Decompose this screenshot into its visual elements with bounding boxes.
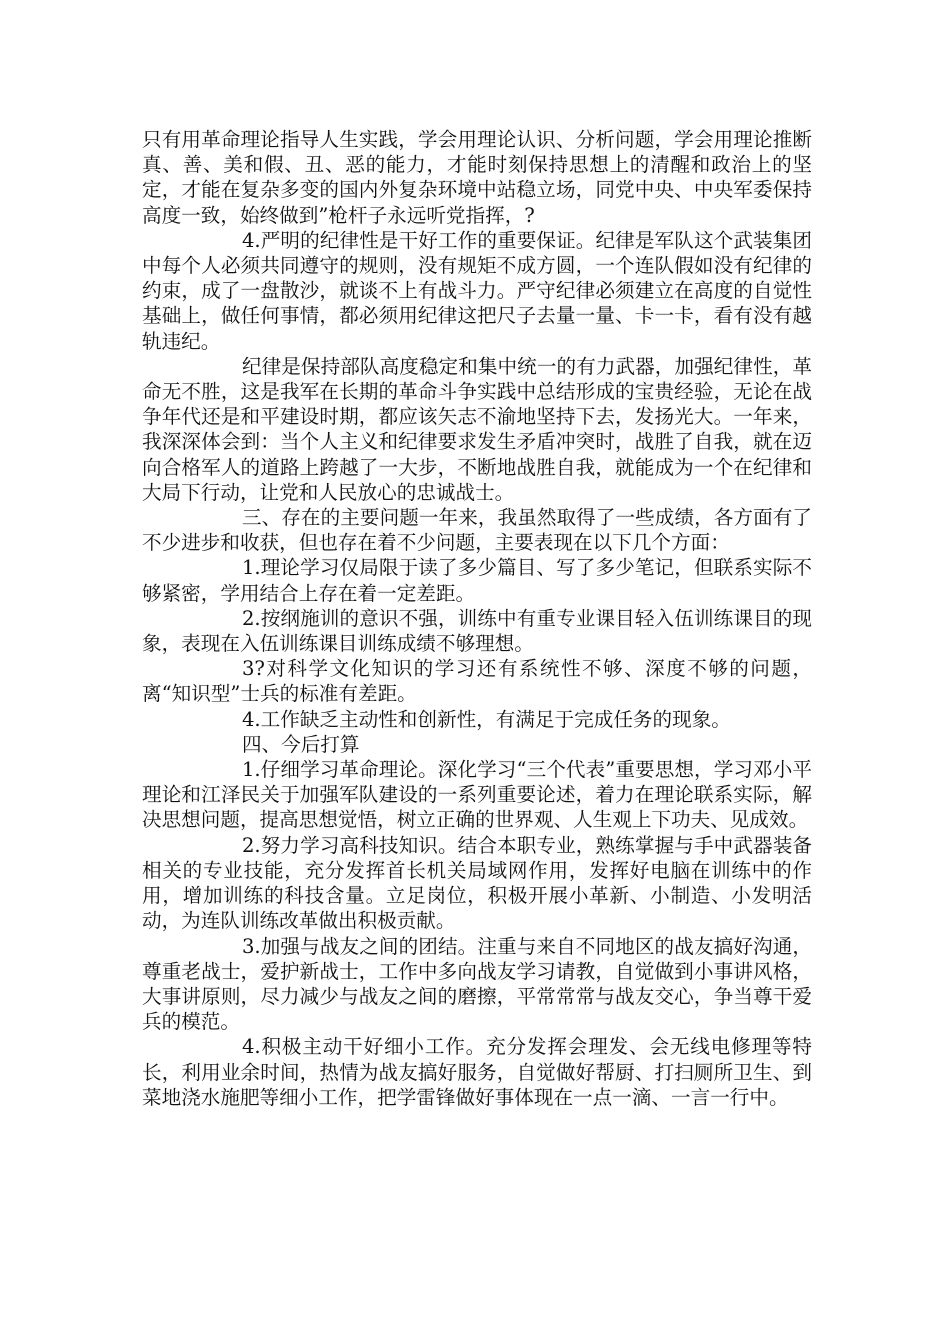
paragraph-discipline-guarantee: 4.严明的纪律性是干好工作的重要保证。纪律是军队这个武装集团中每个人必须共同遵守的规则，没有规矩不成方圆，一个连队假如没有纪律的约束，成了一盘散沙，就谈不上有战斗力。严守纪律必须建立在高度的自觉性基础上，做任何事情，都必须用纪律这把尺子去量一量、卡一卡，看有没有越轨违纪。: [142, 228, 812, 353]
plan-item-2: 2.努力学习高科技知识。结合本职专业，熟练掌握与手中武器装备相关的专业技能，充分发挥首长机关局域网作用，发挥好电脑在训练中的作用，增加训练的科技含量。立足岗位，积极开展小革新、小制造、小发明活动，为连队训练改革做出积极贡献。: [142, 833, 812, 933]
document-body: [142, 127, 812, 1110]
plan-item-1: 1.仔细学习革命理论。深化学习“三个代表”重要思想，学习邓小平理论和江泽民关于加强军队建设的一系列重要论述，着力在理论联系实际，解决思想问题，提高思想觉悟，树立正确的世界观、人生观上下功夫、见成效。: [142, 758, 812, 832]
plan-item-3: 3.加强与战友之间的团结。注重与来自不同地区的战友搞好沟通，尊重老战士，爱护新战士，工作中多向战友学习请教，自觉做到小事讲风格，大事讲原则，尽力减少与战友之间的磨擦，平常常常与战友交心，争当尊干爱兵的模范。: [142, 934, 812, 1034]
paragraph-theory-practice: 只有用革命理论指导人生实践，学会用理论认识、分析问题，学会用理论推断真、善、美和假、丑、恶的能力，才能时刻保持思想上的清醒和政治上的坚定，才能在复杂多变的国内外复杂环境中站稳立场，同党中央、中央军委保持高度一致，始终做到”枪杆子永远听党指挥，?: [142, 128, 812, 227]
section-heading-problems: 三、存在的主要问题一年来，我虽然取得了一些成绩，各方面有了不少进步和收获，但也存在着不少问题，主要表现在以下几个方面：: [142, 506, 812, 555]
problem-item-2: 2.按纲施训的意识不强，训练中有重专业课目轻入伍训练课目的现象，表现在入伍训练课目训练成绩不够理想。: [142, 606, 812, 656]
section-heading-plans: 四、今后打算: [241, 732, 360, 756]
problem-item-3: 3?对科学文化知识的学习还有系统性不够、深度不够的问题，离“知识型”士兵的标准有差距。: [142, 657, 812, 706]
paragraph-discipline-weapon: 纪律是保持部队高度稳定和集中统一的有力武器，加强纪律性，革命无不胜，这是我军在长期的革命斗争实践中总结形成的宝贵经验，无论在战争年代还是和平建设时期，都应该矢志不渝地坚持下去，发扬光大。一年来，我深深体会到：当个人主义和纪律要求发生矛盾冲突时，战胜了自我，就在迈向合格军人的道路上跨越了一大步，不断地战胜自我，就能成为一个在纪律和大局下行动，让党和人民放心的忠诚战士。: [142, 354, 812, 504]
problem-item-1: 1.理论学习仅局限于读了多少篇目、写了多少笔记，但联系实际不够紧密，学用结合上存在着一定差距。: [142, 556, 812, 605]
plan-item-4: 4.积极主动干好细小工作。充分发挥会理发、会无线电修理等特长，利用业余时间，热情为战友搞好服务，自觉做好帮厨、打扫厕所卫生、到菜地浇水施肥等细小工作，把学雷锋做好事体现在一点一滴、一言一行中。: [142, 1035, 812, 1109]
problem-item-4: 4.工作缺乏主动性和创新性，有满足于完成任务的现象。: [241, 707, 731, 731]
